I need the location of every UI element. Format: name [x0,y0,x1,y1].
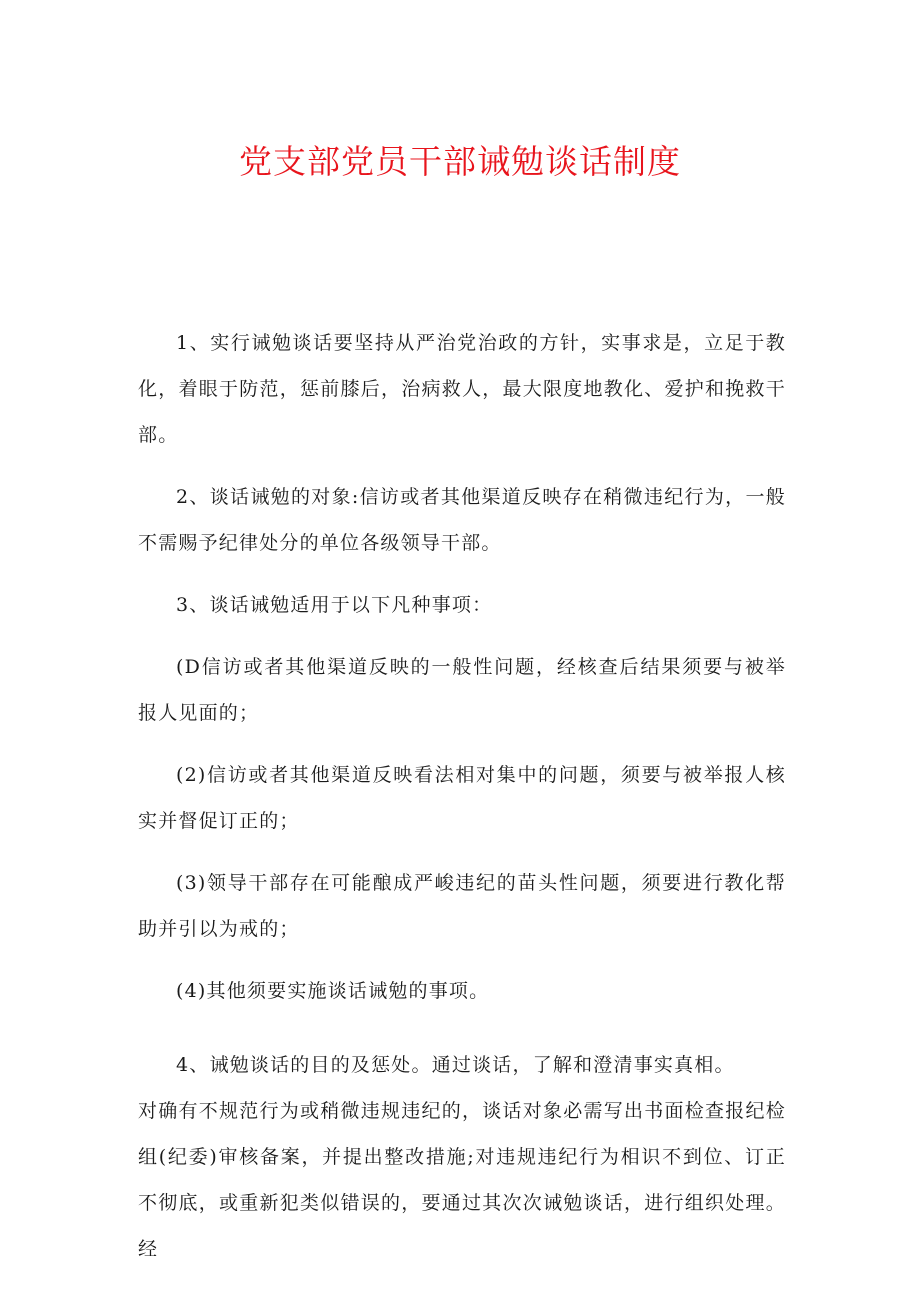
paragraph-4-continued: 对确有不规范行为或稍微违规违纪的，谈话对象必需写出书面检查报纪检组(纪委)审核备案，并提出整改措施;对违规违纪行为相识不到位、订正不彻底，或重新犯类似错误的，要通过其次次诫勉谈话，进行组织处理。经 [138,1100,786,1260]
paragraph-2: 2、谈话诫勉的对象:信访或者其他渠道反映存在稍微违纪行为，一般不需赐予纪律处分的单位各级领导干部。 [138,486,786,554]
document-body [138,320,786,1272]
paragraph-3: 3、谈话诫勉适用于以下凡种事项： [176,594,493,616]
document-title: 党支部党员干部诫勉谈话制度 [239,142,681,181]
paragraph-item-4: (4)其他须要实施谈话诫勉的事项。 [176,980,490,1002]
paragraph-item-3: (3)领导干部存在可能酿成严峻违纪的苗头性问题，须要进行教化帮助并引以为戒的； [138,872,786,940]
paragraph-item-1: (D信访或者其他渠道反映的一般性问题，经核查后结果须要与被举报人见面的； [138,656,786,724]
paragraph-4: 4、诫勉谈话的目的及惩处。通过谈话，了解和澄清事实真相。 [176,1054,735,1076]
paragraph-item-2: (2)信访或者其他渠道反映看法相对集中的问题，须要与被举报人核实并督促订正的； [138,764,786,832]
paragraph-1: 1、实行诫勉谈话要坚持从严治党治政的方针，实事求是，立足于教化，着眼于防范，惩前膝后，治病救人，最大限度地教化、爱护和挽救干部。 [138,332,786,446]
